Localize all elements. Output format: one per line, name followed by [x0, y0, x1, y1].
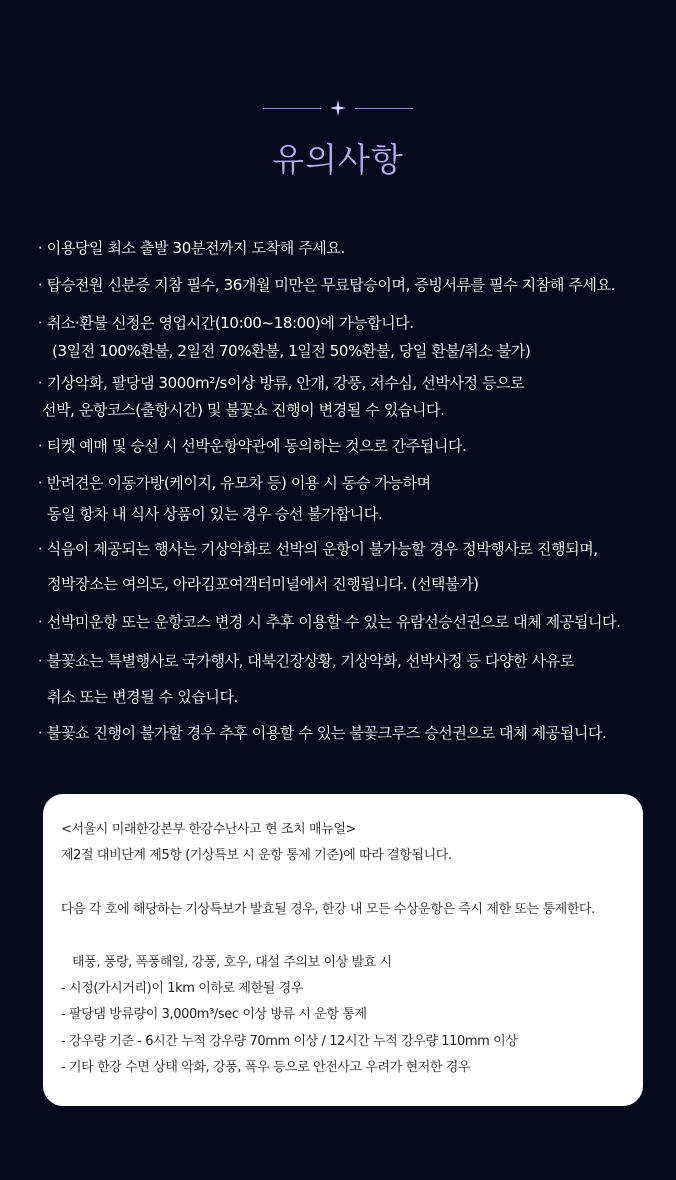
- manual-line: 태풍, 풍랑, 폭풍해일, 강풍, 호우, 대설 주의보 이상 발효 시: [72, 955, 392, 970]
- manual-list-item: - 시정(가시거리)이 1km 이하로 제한될 경우: [61, 981, 303, 996]
- manual-list-item: - 팔당댐 방류량이 3,000m³/sec 이상 방류 시 운항 통제: [61, 1007, 367, 1022]
- note-line: · 반려견은 이동가방(케이지, 유모차 등) 이용 시 동승 가능하며: [38, 474, 431, 492]
- title-ornament: [0, 98, 676, 118]
- sparkle-icon: [329, 99, 347, 117]
- ornament-line-left: [263, 108, 321, 109]
- manual-list-item: - 기타 한강 수면 상태 악화, 강풍, 폭우 등으로 안전사고 우려가 현저한 경우: [61, 1060, 471, 1075]
- safety-manual-box: [43, 794, 643, 1106]
- note-line: · 티켓 예매 및 승선 시 선박운항약관에 동의하는 것으로 간주됩니다.: [38, 437, 467, 455]
- note-line: 선박, 운항코스(출항시간) 및 불꽃쇼 진행이 변경될 수 있습니다.: [42, 401, 445, 419]
- manual-line: 제2절 대비단계 제5항 (기상특보 시 운항 통제 기준)에 따라 결항됩니다.: [61, 848, 452, 863]
- note-line: 취소 또는 변경될 수 있습니다.: [47, 688, 238, 706]
- note-line: · 불꽃쇼는 특별행사로 국가행사, 대북긴장상황, 기상악화, 선박사정 등 다양한 사유로: [38, 652, 574, 670]
- page-title: 유의사항: [272, 140, 404, 179]
- manual-heading: <서울시 미래한강본부 한강수난사고 현 조치 매뉴얼>: [61, 822, 356, 837]
- note-line: · 선박미운항 또는 운항코스 변경 시 추후 이용할 수 있는 유람선승선권으로 대체 제공됩니다.: [38, 613, 621, 631]
- note-line: (3일전 100%환불, 2일전 70%환불, 1일전 50%환불, 당일 환불/취소 불가): [52, 342, 531, 360]
- note-line: · 취소·환불 신청은 영업시간(10:00~18:00)에 가능합니다.: [38, 314, 414, 332]
- note-line: 정박장소는 여의도, 아라김포여객터미널에서 진행됩니다. (선택불가): [47, 575, 479, 593]
- note-line: 동일 항차 내 식사 상품이 있는 경우 승선 불가합니다.: [47, 505, 383, 523]
- ornament-line-right: [355, 108, 413, 109]
- note-line: · 탑승전원 신분증 지참 필수, 36개월 미만은 무료탑승이며, 증빙서류를 필수 지참해 주세요.: [38, 276, 615, 294]
- note-line: · 불꽃쇼 진행이 불가할 경우 추후 이용할 수 있는 불꽃크루즈 승선권으로 대체 제공됩니다.: [38, 724, 607, 742]
- note-line: · 식음이 제공되는 행사는 기상악화로 선박의 운항이 불가능할 경우 정박행사로 진행되며,: [38, 540, 598, 558]
- manual-list-item: - 강우량 기준 - 6시간 누적 강우량 70mm 이상 / 12시간 누적 강우량 110mm 이상: [61, 1034, 518, 1049]
- note-line: · 기상악화, 팔당댐 3000m²/s이상 방류, 안개, 강풍, 저수심, 선박사정 등으로: [38, 374, 525, 392]
- manual-line: 다음 각 호에 해당하는 기상특보가 발효될 경우, 한강 내 모든 수상운항은 즉시 제한 또는 통제한다.: [61, 902, 595, 917]
- note-line: · 이용당일 최소 출발 30분전까지 도착해 주세요.: [38, 239, 345, 257]
